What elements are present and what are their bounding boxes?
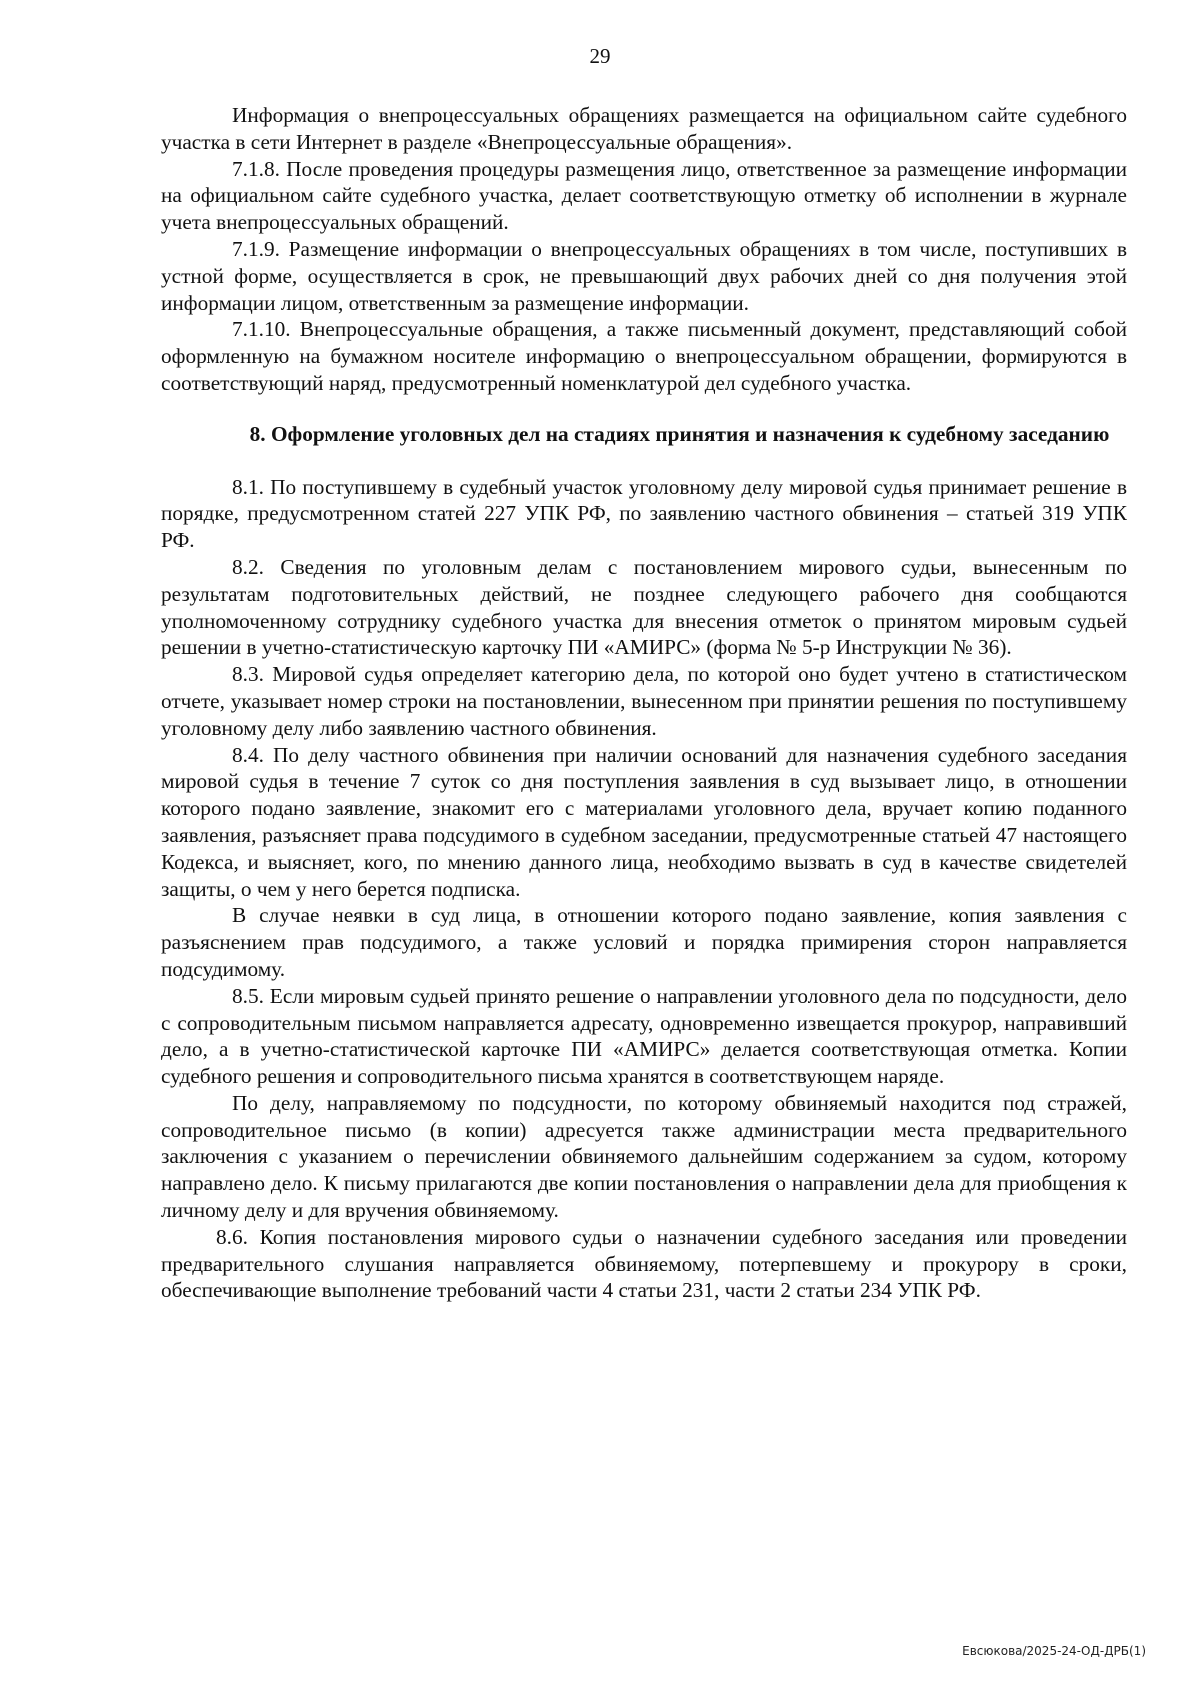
- paragraph-8-1: 8.1. По поступившему в судебный участок уголовному делу мировой судья принимает решение в порядке, предусмотренном статей 227 УПК РФ, по заявлению частного обвинения – статьей 319 УПК РФ.: [161, 474, 1127, 553]
- paragraph-8-4: 8.4. По делу частного обвинения при наличии оснований для назначения судебного заседания мировой судья в течение 7 суток со дня поступления заявления в суд вызывает лицо, в отношении которого подано заявление, знакомит его с материалами уголовного дела, вручает копию поданного заявления, разъясняет права подсудимого в судебном заседании, предусмотренные статьей 47 настоящего Кодекса, и выясняет, кого, по мнению данного лица, необходимо вызвать в суд в качестве свидетелей защиты, о чем у него берется подписка.: [161, 742, 1127, 901]
- paragraph-7-1-8: 7.1.8. После проведения процедуры размещения лицо, ответственное за размещение информации на официальном сайте судебного участка, делает соответствующую отметку об исполнении в журнале учета внепроцессуальных обращений.: [161, 156, 1127, 235]
- page-number: 29: [589, 44, 611, 68]
- section-heading: 8. Оформление уголовных дел на стадиях принятия и назначения к судебному заседанию: [249, 421, 1110, 446]
- paragraph-8-3: 8.3. Мировой судья определяет категорию дела, по которой оно будет учтено в статистическом отчете, указывает номер строки на постановлении, вынесенном при принятии решения по поступившему уголовному делу либо заявлению частного обвинения.: [161, 662, 1127, 740]
- paragraph-7-1-10: 7.1.10. Внепроцессуальные обращения, а также письменный документ, представляющий собой оформленную на бумажном носителе информацию о внепроцессуальном обращении, формируются в соответствующий наряд, предусмотренный номенклатурой дел судебного участка.: [161, 317, 1127, 395]
- paragraph-info-placement: Информация о внепроцессуальных обращениях размещается на официальном сайте судебного участка в сети Интернет в разделе «Внепроцессуальные обращения».: [161, 103, 1127, 154]
- paragraph-8-5-continued: По делу, направляемому по подсудности, по которому обвиняемый находится под стражей, сопроводительное письмо (в копии) адресуется также администрации места предварительного заключения с указанием о перечислении обвиняемого дальнейшим содержанием за судом, которому направлено дело. К письму прилагаются две копии постановления о направлении дела для приобщения к личному делу и для вручения обвиняемому.: [161, 1090, 1127, 1223]
- paragraph-8-2: 8.2. Сведения по уголовным делам с постановлением мирового судьи, вынесенным по результатам подготовительных действий, не позднее следующего рабочего дня сообщаются уполномоченному сотруднику судебного участка для внесения отметок о принятом мировым судьей решении в учетно-статистическую карточку ПИ «АМИРС» (форма № 5-р Инструкции № 36).: [161, 554, 1127, 660]
- document-footer-id: Евсюкова/2025-24-ОД-ДРБ(1): [962, 1644, 1146, 1658]
- paragraph-8-6: 8.6. Копия постановления мирового судьи о назначении судебного заседания или проведении предварительного слушания направляется обвиняемому, потерпевшему и прокурору в сроки, обеспечивающие выполнение требований части 4 статьи 231, части 2 статьи 234 УПК РФ.: [161, 1224, 1127, 1303]
- paragraph-8-4-continued: В случае неявки в суд лица, в отношении которого подано заявление, копия заявления с разъяснением прав подсудимого, а также условий и порядка примирения сторон направляется подсудимому.: [161, 903, 1127, 981]
- paragraph-8-5: 8.5. Если мировым судьей принято решение о направлении уголовного дела по подсудности, дело с сопроводительным письмом направляется адресату, одновременно извещается прокурор, направивший дело, а в учетно-статистической карточке ПИ «АМИРС» делается соответствующая отметка. Копии судебного решения и сопроводительного письма хранятся в соответствующем наряде.: [161, 983, 1127, 1089]
- paragraph-7-1-9: 7.1.9. Размещение информации о внепроцессуальных обращениях в том числе, поступивших в устной форме, осуществляется в срок, не превышающий двух рабочих дней со дня получения этой информации лицом, ответственным за размещение информации.: [161, 236, 1127, 315]
- document-body: [161, 102, 1127, 1304]
